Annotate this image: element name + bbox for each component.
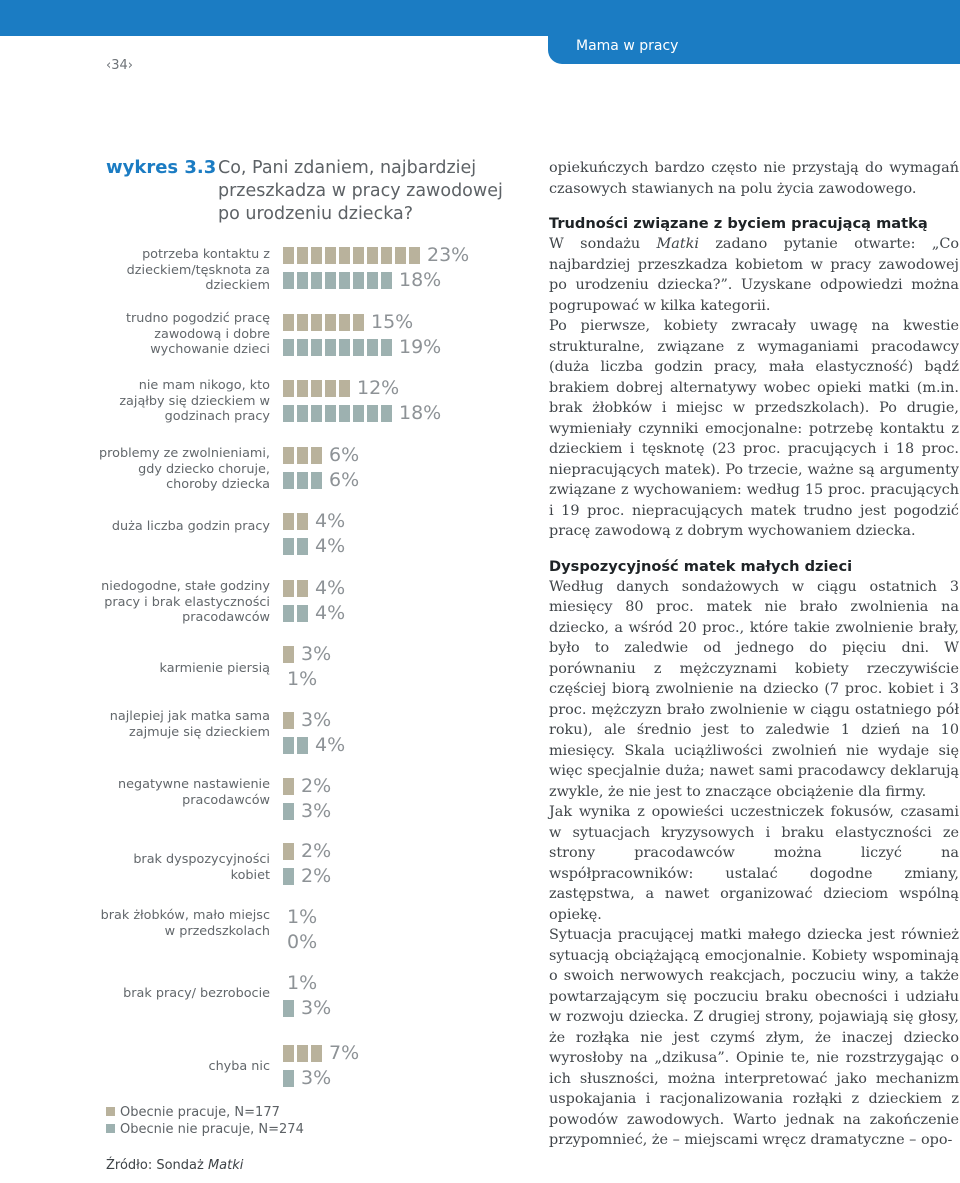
section-tab: Mama w pracy [548,36,960,64]
bar-not-working [283,272,395,289]
value-label-not-working: 18% [399,402,442,424]
bar-segment [283,1070,294,1087]
category-label: potrzeba kontaktu z dzieckiem/tęsknota za dzieckiem [126,247,270,293]
value-label-not-working: 3% [301,800,332,822]
bar-not-working [283,737,311,754]
bar-segment [297,405,308,422]
bar-segment [409,247,420,264]
bar-segment [283,868,294,885]
source-prefix: Źródło: Sondaż [106,1158,208,1173]
bar-segment [339,272,350,289]
value-label-not-working: 3% [301,1067,332,1089]
bar-segment [339,339,350,356]
category-label: brak dyspozycyjności kobiet [133,852,270,883]
bar-segment [297,247,308,264]
legend-label-not-working: Obecnie nie pracuje, N=274 [120,1122,304,1137]
bar-segment [283,778,294,795]
value-label-working: 3% [301,709,332,731]
bar-segment [283,538,294,555]
bar-segment [283,737,294,754]
bar-working [283,1045,325,1062]
source-title: Matki [207,1158,244,1173]
bar-segment [381,272,392,289]
legend-swatch-working [106,1107,115,1116]
category-label: brak żłobków, mało miejsc w przedszkolach [100,908,270,939]
bar-segment [353,272,364,289]
value-label-not-working: 4% [315,734,346,756]
legend-item-not-working [106,1122,304,1138]
bar-segment [283,247,294,264]
value-label-working: 3% [301,643,332,665]
legend-item-working [106,1105,280,1121]
bar-segment [339,247,350,264]
value-label-working: 1% [287,972,318,994]
category-label: trudno pogodzić pracę zawodową i dobre wychowanie dzieci [125,311,270,357]
bar-not-working [283,868,297,885]
value-label-not-working: 18% [399,269,442,291]
bar-working [283,513,311,530]
bar-segment [283,843,294,860]
intro-paragraph: opiekuńczych bardzo często nie przystają do wymagań czasowych stawianych na polu życia zawodowego. [549,160,959,197]
bar-segment [325,405,336,422]
bar-segment [297,513,308,530]
value-label-not-working: 1% [287,668,318,690]
bar-segment [353,247,364,264]
category-label: negatywne nastawienie pracodawców [118,777,270,808]
bar-segment [367,247,378,264]
bar-segment [283,712,294,729]
bar-segment [311,405,322,422]
bar-segment [297,339,308,356]
bar-segment [283,272,294,289]
value-label-not-working: 6% [329,469,360,491]
value-label-working: 4% [315,510,346,532]
bar-segment [395,247,406,264]
chart-title: Co, Pani zdaniem, najbardziej przeszkadza w pracy zawodowej po urodzeniu dziecka? [218,158,503,224]
value-label-not-working: 4% [315,535,346,557]
bar-segment [297,314,308,331]
value-label-working: 12% [357,377,400,399]
value-label-working: 4% [315,577,346,599]
paragraph-survey-start: W sondażu [549,236,657,252]
bar-not-working [283,1000,297,1017]
value-label-working: 15% [371,311,414,333]
bar-segment [381,247,392,264]
bar-segment [367,272,378,289]
bar-segment [353,405,364,422]
category-label: nie mam nikogo, kto zająłby się dzieckiem w godzinach pracy [119,378,270,424]
bar-segment [339,380,350,397]
value-label-working: 1% [287,906,318,928]
bar-segment [283,314,294,331]
article-column [549,158,959,1151]
bar-segment [283,605,294,622]
bar-segment [311,272,322,289]
bar-segment [297,272,308,289]
bar-working [283,778,297,795]
bar-segment [325,339,336,356]
bar-segment [325,272,336,289]
bar-segment [367,339,378,356]
page-number: ‹34› [106,58,133,73]
bar-segment [325,247,336,264]
bar-segment [339,405,350,422]
bar-segment [283,380,294,397]
bar-working [283,712,297,729]
bar-segment [325,380,336,397]
bar-segment [297,737,308,754]
bar-segment [311,247,322,264]
bar-segment [283,803,294,820]
bar-segment [325,314,336,331]
heading-availability: Dyspozycyjność matek małych dzieci [549,557,853,575]
paragraph-survey-end: zadano pytanie otwarte: „Co najbardziej przeszkadza kobietom w pracy zawodowej po urodzeniu dziecka?”. Uzyskane odpowiedzi można pogrupować w kilka kategorii. [549,236,959,314]
value-label-working: 23% [427,244,470,266]
bar-not-working [283,605,311,622]
bar-segment [311,314,322,331]
bar-segment [283,472,294,489]
header-band [0,0,960,36]
bar-segment [311,339,322,356]
category-label: problemy ze zwolnieniami, gdy dziecko choruje, choroby dziecka [99,446,270,492]
bar-working [283,447,325,464]
bar-working [283,314,367,331]
paragraph-survey [549,234,959,316]
value-label-not-working: 0% [287,931,318,953]
bar-segment [311,1045,322,1062]
bar-segment [283,646,294,663]
bar-not-working [283,1070,297,1087]
legend-swatch-not-working [106,1124,115,1133]
bar-segment [297,447,308,464]
value-label-working: 6% [329,444,360,466]
bar-working [283,380,353,397]
bar-working [283,247,423,264]
bar-not-working [283,405,395,422]
survey-title: Matki [656,236,699,252]
value-label-not-working: 19% [399,336,442,358]
bar-segment [283,339,294,356]
bar-segment [297,605,308,622]
bar-segment [283,1000,294,1017]
heading-difficulties: Trudności związane z byciem pracującą matką [549,215,928,232]
bar-segment [297,472,308,489]
bar-not-working [283,339,395,356]
bar-segment [283,405,294,422]
bar-segment [311,380,322,397]
bar-segment [297,538,308,555]
value-label-not-working: 3% [301,997,332,1019]
bar-segment [311,472,322,489]
bar-segment [283,580,294,597]
chart-label: wykres 3.3 [106,157,217,178]
bar-segment [283,447,294,464]
value-label-not-working: 4% [315,602,346,624]
bar-segment [297,1045,308,1062]
bar-segment [367,405,378,422]
bar-segment [381,405,392,422]
category-label: chyba nic [208,1059,270,1074]
paragraph-emotions: Sytuacja pracującej matki małego dziecka jest również sytuacją obciążającą emocjonalnie. Kobiety wspominają o swoich nerwowych reakcjach, poczuciu winy, a także powtarzającym się poczuciu braku obecności i udziału w rozwoju dziecka. Z drugiej strony, pojawiają się głosy, że rozłąka nie jest czymś złym, że inaczej dziecko wyrosłoby na „dzikusa”. Opinie te, nie rozstrzygając o ich słuszności, można interpretować jako mechanizm uspokajania i racjonalizowania rozłąki z dzieckiem z powodów zawodowych. Warto jednak na zakończenie przypomnieć, że – miejscami wręcz dramatyczne – opo- [549,927,959,1148]
category-label: karmienie piersią [159,661,270,676]
chart-source [106,1158,243,1173]
bar-not-working [283,472,325,489]
bar-not-working [283,803,297,820]
category-label: duża liczba godzin pracy [111,519,270,534]
category-label: niedogodne, stałe godziny pracy i brak elastyczności pracodawców [101,579,270,625]
value-label-not-working: 2% [301,865,332,887]
bar-not-working [283,538,311,555]
bar-segment [353,339,364,356]
bar-segment [353,314,364,331]
value-label-working: 7% [329,1042,360,1064]
bar-working [283,843,297,860]
bar-working [283,580,311,597]
bar-segment [297,380,308,397]
value-label-working: 2% [301,840,332,862]
paragraph-factors: Po pierwsze, kobiety zwracały uwagę na kwestie strukturalne, związane z wymaganiami pracodawcy (duża liczba godzin pracy, mała elastyczność) bądź brakiem dobrej alternatywy wobec opieki matki (m.in. brak żłobków i miejsc w przedszkolach). Po drugie, wymieniały czynniki emocjonalne: potrzebę kontaktu z dzieckiem i tęsknotę (23 proc. pracujących i 18 proc. niepracujących matek). Po trzecie, ważne są argumenty związane z wychowaniem: według 15 proc. pracujących i 19 proc. niepracujących matek trudno jest pogodzić pracę zawodową z dobrym wychowaniem dziecka. [549,318,959,539]
bar-segment [283,513,294,530]
bar-segment [311,447,322,464]
bar-segment [339,314,350,331]
bar-segment [283,1045,294,1062]
paragraph-sick-leave: Według danych sondażowych w ciągu ostatnich 3 miesięcy 80 proc. matek nie brało zwolnienia na dziecko, a wśród 20 proc., które takie zwolnienie brały, było to zaledwie od jednego do pięciu dni. W porównaniu z mężczyznami kobiety rzeczywiście częściej biorą zwolnienie na dziecko (7 proc. kobiet i 3 proc. mężczyzn brało zwolnienie w ciągu ostatniego pół roku), ale średnio jest to zaledwie 1 dzień na 10 miesięcy. Skala uciążliwości zwolnień nie wydaje się więc specjalnie duża; nawet sami pracodawcy deklarują zwykle, że nie jest to znaczące obciążenie dla firmy. [549,578,959,800]
bar-segment [381,339,392,356]
value-label-working: 2% [301,775,332,797]
legend-label-working: Obecnie pracuje, N=177 [120,1105,280,1120]
category-label: brak pracy/ bezrobocie [123,986,270,1001]
paragraph-coworkers: Jak wynika z opowieści uczestniczek fokusów, czasami w sytuacjach kryzysowych i braku elastyczności ze strony pracodawców można liczyć na współpracowników: ustalać dogodne zmiany, zastępstwa, a nawet organizować dzieciom wspólną opiekę. [549,804,959,923]
category-label: najlepiej jak matka sama zajmuje się dzieckiem [109,709,270,740]
bar-segment [297,580,308,597]
bar-working [283,646,297,663]
